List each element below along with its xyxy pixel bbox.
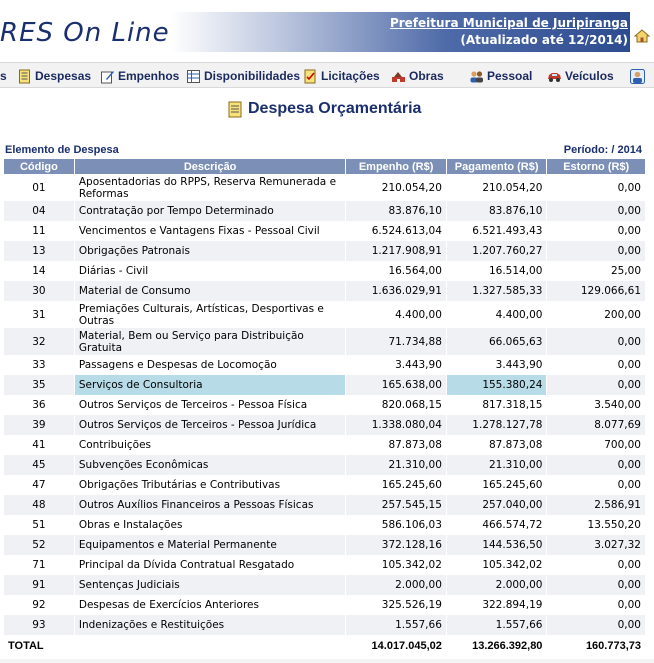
nav-item-licitacoes[interactable] bbox=[303, 67, 380, 85]
table-row[interactable] bbox=[4, 261, 646, 281]
total-row bbox=[4, 635, 646, 657]
cell-estorno: 3.540,00 bbox=[547, 395, 646, 415]
page-title bbox=[228, 100, 421, 118]
cell-empenho: 6.524.613,04 bbox=[346, 221, 447, 241]
header-pagamento[interactable]: Pagamento (R$) bbox=[446, 159, 547, 174]
cell-pagamento: 6.521.493,43 bbox=[446, 221, 547, 241]
nav-item-obras[interactable] bbox=[391, 67, 444, 85]
cell-pagamento: 817.318,15 bbox=[446, 395, 547, 415]
cell-empenho: 16.564,00 bbox=[346, 261, 447, 281]
user-icon bbox=[630, 69, 645, 84]
cell-codigo: 52 bbox=[4, 535, 74, 555]
cell-pagamento: 16.514,00 bbox=[446, 261, 547, 281]
cell-descricao: Subvenções Econômicas bbox=[74, 455, 345, 475]
cell-codigo: 47 bbox=[4, 475, 74, 495]
nav-item-label: Veículos bbox=[565, 69, 614, 83]
bidding-icon bbox=[303, 69, 318, 84]
nav-item-inicio[interactable] bbox=[0, 67, 7, 85]
cell-empenho: 1.557,66 bbox=[346, 615, 447, 635]
table-row[interactable] bbox=[4, 221, 646, 241]
home-icon[interactable] bbox=[634, 28, 650, 44]
cell-pagamento: 1.557,66 bbox=[446, 615, 547, 635]
cell-empenho: 87.873,08 bbox=[346, 435, 447, 455]
cell-pagamento: 155.380,24 bbox=[446, 375, 547, 395]
cell-estorno: 0,00 bbox=[547, 328, 646, 355]
cell-estorno: 200,00 bbox=[547, 301, 646, 328]
table-header-row bbox=[4, 159, 646, 174]
cell-estorno: 8.077,69 bbox=[547, 415, 646, 435]
table-row[interactable] bbox=[4, 575, 646, 595]
nav-item-label: Pessoal bbox=[487, 69, 533, 83]
cell-empenho: 210.054,20 bbox=[346, 174, 447, 201]
cell-descricao: Outros Serviços de Terceiros - Pessoa Física bbox=[74, 395, 345, 415]
cell-estorno: 0,00 bbox=[547, 615, 646, 635]
cell-descricao: Obrigações Tributárias e Contributivas bbox=[74, 475, 345, 495]
cell-descricao: Indenizações e Restituições bbox=[74, 615, 345, 635]
cell-codigo: 91 bbox=[4, 575, 74, 595]
cell-codigo: 71 bbox=[4, 555, 74, 575]
cell-codigo: 48 bbox=[4, 495, 74, 515]
cell-codigo: 93 bbox=[4, 615, 74, 635]
table-row[interactable] bbox=[4, 415, 646, 435]
people-icon bbox=[469, 69, 484, 84]
cell-empenho: 83.876,10 bbox=[346, 201, 447, 221]
cell-pagamento: 1.207.760,27 bbox=[446, 241, 547, 261]
cell-empenho: 1.636.029,91 bbox=[346, 281, 447, 301]
cell-descricao: Obrigações Patronais bbox=[74, 241, 345, 261]
app-header bbox=[0, 0, 654, 58]
cell-codigo: 51 bbox=[4, 515, 74, 535]
nav-item-label: s bbox=[0, 69, 7, 83]
table-row[interactable] bbox=[4, 281, 646, 301]
cell-descricao: Aposentadorias do RPPS, Reserva Remunerada e Reformas bbox=[74, 174, 345, 201]
cell-empenho: 1.217.908,91 bbox=[346, 241, 447, 261]
cell-estorno: 13.550,20 bbox=[547, 515, 646, 535]
app-logo: RES On Line bbox=[0, 18, 170, 48]
cell-descricao: Obras e Instalações bbox=[74, 515, 345, 535]
table-row[interactable] bbox=[4, 555, 646, 575]
expense-table bbox=[4, 159, 646, 657]
nav-item-label: Empenhos bbox=[118, 69, 180, 83]
table-row[interactable] bbox=[4, 395, 646, 415]
cell-empenho: 71.734,88 bbox=[346, 328, 447, 355]
header-descricao[interactable]: Descrição bbox=[74, 159, 345, 174]
updated-label: (Atualizado até 12/2014) bbox=[460, 33, 628, 47]
cell-pagamento: 165.245,60 bbox=[446, 475, 547, 495]
page-title-text: Despesa Orçamentária bbox=[248, 100, 422, 117]
cell-estorno: 3.027,32 bbox=[547, 535, 646, 555]
cell-empenho: 165.245,60 bbox=[346, 475, 447, 495]
nav-item-label: Disponibilidades bbox=[204, 69, 301, 83]
cell-descricao: Equipamentos e Material Permanente bbox=[74, 535, 345, 555]
cell-pagamento: 87.873,08 bbox=[446, 435, 547, 455]
header-codigo[interactable]: Código bbox=[4, 159, 74, 174]
cell-pagamento: 257.040,00 bbox=[446, 495, 547, 515]
cell-estorno: 0,00 bbox=[547, 455, 646, 475]
cell-descricao: Diárias - Civil bbox=[74, 261, 345, 281]
cell-pagamento: 1.327.585,33 bbox=[446, 281, 547, 301]
cell-empenho: 21.310,00 bbox=[346, 455, 447, 475]
cell-empenho: 2.000,00 bbox=[346, 575, 447, 595]
cell-codigo: 32 bbox=[4, 328, 74, 355]
cell-descricao: Outros Serviços de Terceiros - Pessoa Jurídica bbox=[74, 415, 345, 435]
cell-descricao: Despesas de Exercícios Anteriores bbox=[74, 595, 345, 615]
period-label: Período: / 2014 bbox=[563, 144, 642, 156]
cell-pagamento: 3.443,90 bbox=[446, 355, 547, 375]
table-row[interactable] bbox=[4, 535, 646, 555]
pen-icon bbox=[100, 69, 115, 84]
cell-estorno: 0,00 bbox=[547, 375, 646, 395]
cell-pagamento: 66.065,63 bbox=[446, 328, 547, 355]
cell-estorno: 0,00 bbox=[547, 555, 646, 575]
table-row[interactable] bbox=[4, 201, 646, 221]
nav-item-empenhos[interactable] bbox=[100, 67, 179, 85]
total-empenho: 14.017.045,02 bbox=[346, 635, 447, 657]
cell-codigo: 45 bbox=[4, 455, 74, 475]
nav-item-label: Despesas bbox=[35, 69, 92, 83]
cell-estorno: 700,00 bbox=[547, 435, 646, 455]
cell-empenho: 325.526,19 bbox=[346, 595, 447, 615]
org-link[interactable]: Prefeitura Municipal de Juripiranga bbox=[389, 16, 628, 30]
element-label: Elemento de Despesa bbox=[5, 144, 119, 156]
nav-item-label: Licitações bbox=[321, 69, 380, 83]
cell-empenho: 3.443,90 bbox=[346, 355, 447, 375]
cell-empenho: 165.638,00 bbox=[346, 375, 447, 395]
cell-codigo: 30 bbox=[4, 281, 74, 301]
cell-codigo: 13 bbox=[4, 241, 74, 261]
cell-codigo: 31 bbox=[4, 301, 74, 328]
cell-descricao: Passagens e Despesas de Locomoção bbox=[74, 355, 345, 375]
cell-empenho: 1.338.080,04 bbox=[346, 415, 447, 435]
car-icon bbox=[547, 69, 562, 84]
cell-descricao: Sentenças Judiciais bbox=[74, 575, 345, 595]
construction-icon bbox=[391, 69, 406, 84]
cell-descricao: Material, Bem ou Serviço para Distribuição Gratuita bbox=[74, 328, 345, 355]
cell-codigo: 36 bbox=[4, 395, 74, 415]
total-label: TOTAL bbox=[4, 635, 74, 657]
table-row[interactable] bbox=[4, 375, 646, 395]
header-empenho[interactable]: Empenho (R$) bbox=[346, 159, 447, 174]
cell-estorno: 0,00 bbox=[547, 241, 646, 261]
cell-estorno: 25,00 bbox=[547, 261, 646, 281]
cell-codigo: 92 bbox=[4, 595, 74, 615]
table-row[interactable] bbox=[4, 301, 646, 328]
nav-item-more[interactable] bbox=[630, 67, 648, 85]
table-row[interactable] bbox=[4, 435, 646, 455]
total-estorno: 160.773,73 bbox=[547, 635, 646, 657]
page-footer-line bbox=[0, 659, 654, 663]
cell-estorno: 0,00 bbox=[547, 174, 646, 201]
cell-pagamento: 1.278.127,78 bbox=[446, 415, 547, 435]
cell-descricao: Material de Consumo bbox=[74, 281, 345, 301]
cell-estorno: 0,00 bbox=[547, 221, 646, 241]
cell-pagamento: 322.894,19 bbox=[446, 595, 547, 615]
nav-item-despesas[interactable] bbox=[17, 67, 91, 85]
cell-estorno: 0,00 bbox=[547, 201, 646, 221]
nav-item-pessoal[interactable] bbox=[469, 67, 532, 85]
nav-item-veiculos[interactable] bbox=[547, 67, 614, 85]
cell-codigo: 14 bbox=[4, 261, 74, 281]
table-row[interactable] bbox=[4, 615, 646, 635]
table-row[interactable] bbox=[4, 515, 646, 535]
cell-pagamento: 210.054,20 bbox=[446, 174, 547, 201]
table-row[interactable] bbox=[4, 495, 646, 515]
total-pagamento: 13.266.392,80 bbox=[446, 635, 547, 657]
table-row[interactable] bbox=[4, 475, 646, 495]
cell-descricao: Vencimentos e Vantagens Fixas - Pessoal Civil bbox=[74, 221, 345, 241]
cell-descricao: Principal da Dívida Contratual Resgatado bbox=[74, 555, 345, 575]
cell-estorno: 129.066,61 bbox=[547, 281, 646, 301]
cell-codigo: 01 bbox=[4, 174, 74, 201]
document-icon bbox=[17, 69, 32, 84]
cell-empenho: 372.128,16 bbox=[346, 535, 447, 555]
cell-estorno: 0,00 bbox=[547, 595, 646, 615]
cell-descricao: Contribuições bbox=[74, 435, 345, 455]
cell-codigo: 39 bbox=[4, 415, 74, 435]
table-row[interactable] bbox=[4, 455, 646, 475]
cell-estorno: 0,00 bbox=[547, 475, 646, 495]
cell-estorno: 0,00 bbox=[547, 355, 646, 375]
cell-pagamento: 466.574,72 bbox=[446, 515, 547, 535]
cell-codigo: 35 bbox=[4, 375, 74, 395]
cell-empenho: 4.400,00 bbox=[346, 301, 447, 328]
document-icon bbox=[228, 101, 242, 118]
table-row[interactable] bbox=[4, 174, 646, 201]
table-row[interactable] bbox=[4, 355, 646, 375]
table-row[interactable] bbox=[4, 241, 646, 261]
cell-descricao: Outros Auxílios Financeiros a Pessoas Físicas bbox=[74, 495, 345, 515]
cell-empenho: 105.342,02 bbox=[346, 555, 447, 575]
cell-empenho: 257.545,15 bbox=[346, 495, 447, 515]
cell-codigo: 41 bbox=[4, 435, 74, 455]
cell-descricao: Serviços de Consultoria bbox=[74, 375, 345, 395]
table-row[interactable] bbox=[4, 595, 646, 615]
cell-empenho: 820.068,15 bbox=[346, 395, 447, 415]
cell-codigo: 04 bbox=[4, 201, 74, 221]
cell-codigo: 11 bbox=[4, 221, 74, 241]
cell-empenho: 586.106,03 bbox=[346, 515, 447, 535]
nav-item-disponibilidades[interactable] bbox=[186, 67, 300, 85]
cell-codigo: 33 bbox=[4, 355, 74, 375]
cell-pagamento: 105.342,02 bbox=[446, 555, 547, 575]
cell-estorno: 0,00 bbox=[547, 575, 646, 595]
cell-pagamento: 4.400,00 bbox=[446, 301, 547, 328]
cell-pagamento: 2.000,00 bbox=[446, 575, 547, 595]
header-estorno[interactable]: Estorno (R$) bbox=[547, 159, 646, 174]
table-row[interactable] bbox=[4, 328, 646, 355]
cell-pagamento: 21.310,00 bbox=[446, 455, 547, 475]
cell-descricao: Premiações Culturais, Artísticas, Desportivas e Outras bbox=[74, 301, 345, 328]
total-desc bbox=[74, 635, 345, 657]
nav-item-label: Obras bbox=[409, 69, 444, 83]
cell-pagamento: 83.876,10 bbox=[446, 201, 547, 221]
main-nav bbox=[0, 62, 654, 88]
cell-descricao: Contratação por Tempo Determinado bbox=[74, 201, 345, 221]
ledger-icon bbox=[186, 69, 201, 84]
cell-estorno: 2.586,91 bbox=[547, 495, 646, 515]
cell-pagamento: 144.536,50 bbox=[446, 535, 547, 555]
